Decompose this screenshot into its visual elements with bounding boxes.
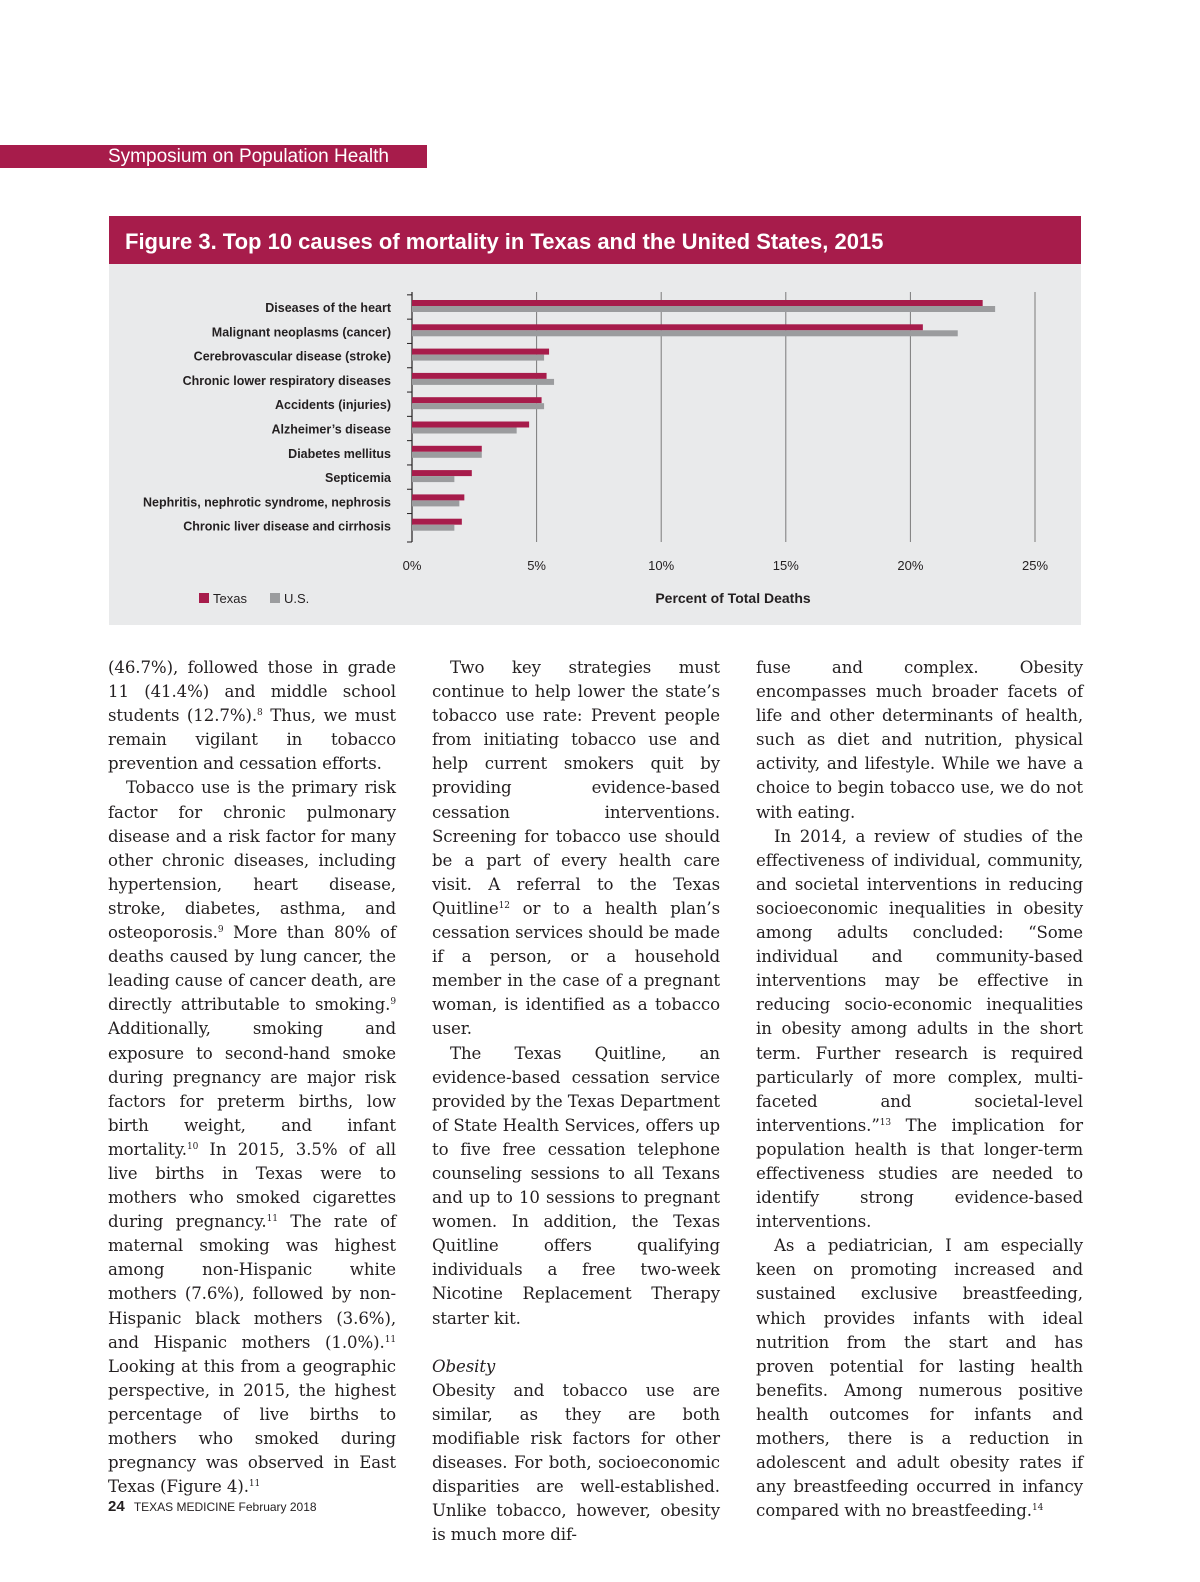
legend-label: U.S. bbox=[284, 591, 310, 606]
text-column-1 bbox=[108, 656, 396, 1499]
bar-texas bbox=[412, 519, 462, 525]
bar-us bbox=[412, 476, 454, 482]
bar-us bbox=[412, 500, 459, 506]
paragraph: The Texas Quitline, an evidence-based cessation service provided by the Texas Department of State Health Services, offers up to five free cessation telephone counseling sessions to all Texans and up to 10 sessions to pregnant women. In addition, the Texas Quitline offers qualifying individuals a free two-week Nicotine Replacement Therapy starter kit. bbox=[432, 1043, 720, 1328]
text-column-3 bbox=[756, 656, 1083, 1523]
x-tick-label: 10% bbox=[648, 558, 675, 573]
legend-swatch-us bbox=[270, 593, 280, 603]
legend-swatch-texas bbox=[199, 593, 209, 603]
x-tick-label: 0% bbox=[402, 558, 422, 573]
subheading-obesity: Obesity bbox=[432, 1356, 496, 1376]
text-column-2 bbox=[432, 656, 720, 1547]
bar-texas bbox=[412, 446, 482, 452]
bar-us bbox=[412, 403, 544, 409]
bar-us bbox=[412, 355, 544, 361]
paragraph: Two key strategies must continue to help lower the state’s tobacco use rate: Prevent people from initiating tobacco use and help current smokers quit by providing evidence-based cessation interventions. Screening for tobacco use should be a part of every health care visit. A referral to the Texas Quitline$^{12}$ or to a health plan’s cessation services should be made if a person, or a household member in the case of a pregnant woman, is identified as a tobacco user. bbox=[432, 658, 720, 1039]
publication-date: February 2018 bbox=[238, 1500, 317, 1514]
page-number: 24 bbox=[108, 1498, 125, 1515]
bar-texas bbox=[412, 422, 529, 428]
x-axis-label: Percent of Total Deaths bbox=[655, 590, 811, 606]
bar-texas bbox=[412, 324, 923, 330]
category-label: Nephritis, nephrotic syndrome, nephrosis bbox=[143, 495, 391, 510]
category-label: Diabetes mellitus bbox=[288, 446, 391, 461]
bar-chart bbox=[109, 264, 1081, 625]
paragraph: As a pediatrician, I am especially keen on promoting increased and sustained exclusive breastfeeding, which provides infants with ideal nutrition from the start and has proven potential for lasting health benefits. Among numerous positive health outcomes for infants and mothers, there is a reduction in adolescent and adult obesity rates if any breastfeeding occurred in infancy compared with no breastfeeding.$^{14}$ bbox=[756, 1236, 1083, 1521]
bar-texas bbox=[412, 300, 983, 306]
bar-us bbox=[412, 306, 995, 312]
bar-us bbox=[412, 379, 554, 385]
bar-us bbox=[412, 428, 517, 434]
x-tick-label: 20% bbox=[897, 558, 924, 573]
bar-texas bbox=[412, 397, 542, 403]
paragraph: Tobacco use is the primary risk factor for chronic pulmonary disease and a risk factor for many other chronic diseases, including hypertension, heart disease, stroke, diabetes, asthma, and osteoporosis.$^9$ More than 80% of deaths caused by lung cancer, the leading cause of cancer death, are directly attributable to smoking.$^9$ Additionally, smoking and exposure to second-hand smoke during pregnancy are major risk factors for preterm births, low birth weight, and infant mortality.$^{10}$ In 2015, 3.5% of all live births in Texas were to mothers who smoked cigarettes during pregnancy.$^{11}$ The rate of maternal smoking was highest among non-Hispanic white mothers (7.6%), followed by non-Hispanic black mothers (3.6%), and Hispanic mothers (1.0%).$^{11}$ Looking at this from a geographic perspective, in 2015, the highest percentage of live births to mothers who smoked during pregnancy was observed in East Texas (Figure 4).$^{11}$ bbox=[108, 778, 397, 1497]
bar-texas bbox=[412, 494, 464, 500]
figure-chart-panel bbox=[109, 264, 1081, 625]
bar-texas bbox=[412, 470, 472, 476]
paragraph: In 2014, a review of studies of the effectiveness of individual, community, and societal interventions in reducing socioeconomic inequalities in obesity among adults concluded: “Some individual and community-based interventions may be effective in reducing socio-economic inequalities in obesity among adults in the short term. Further research is required particularly of more complex, multi-faceted and societal-level interventions.”$^{13}$ The implication for population health is that longer-term effectiveness studies are needed to identify strong evidence-based interventions. bbox=[756, 826, 1083, 1232]
x-tick-label: 15% bbox=[772, 558, 799, 573]
category-label: Septicemia bbox=[324, 471, 391, 486]
figure-title: Figure 3. Top 10 causes of mortality in Texas and the United States, 2015 bbox=[109, 216, 1081, 264]
category-label: Diseases of the heart bbox=[265, 301, 391, 315]
bar-texas bbox=[412, 349, 549, 355]
bar-us bbox=[412, 452, 482, 458]
paragraph: Obesity and tobacco use are similar, as they are both modifiable risk factors for other diseases. For both, socioeconomic disparities are well-established. Unlike tobacco, however, obesity is much more dif- bbox=[432, 1380, 720, 1545]
category-label: Alzheimer’s disease bbox=[271, 422, 391, 437]
x-tick-label: 25% bbox=[1021, 558, 1049, 573]
bar-texas bbox=[412, 373, 547, 379]
x-tick-label: 5% bbox=[527, 558, 546, 573]
category-label: Cerebrovascular disease (stroke) bbox=[193, 349, 391, 364]
bar-us bbox=[412, 330, 958, 336]
page-footer bbox=[108, 1498, 317, 1515]
bar-us bbox=[412, 525, 454, 531]
paragraph: (46.7%), followed those in grade 11 (41.4%) and middle school students (12.7%).$^8$ Thus, we must remain vigilant in tobacco prevention and cessation efforts. bbox=[108, 658, 396, 774]
category-label: Chronic liver disease and cirrhosis bbox=[183, 519, 391, 534]
publication-name: TEXAS MEDICINE bbox=[133, 1500, 236, 1514]
category-label: Chronic lower respiratory diseases bbox=[182, 373, 391, 388]
section-title: Symposium on Population Health bbox=[0, 145, 427, 168]
paragraph: fuse and complex. Obesity encompasses much broader facets of life and other determinants of health, such as diet and nutrition, physical activity, and lifestyle. While we have a choice to begin tobacco use, we do not with eating. bbox=[756, 658, 1083, 822]
category-label: Accidents (injuries) bbox=[275, 398, 391, 413]
category-label: Malignant neoplasms (cancer) bbox=[211, 325, 391, 340]
legend-label: Texas bbox=[213, 591, 247, 606]
